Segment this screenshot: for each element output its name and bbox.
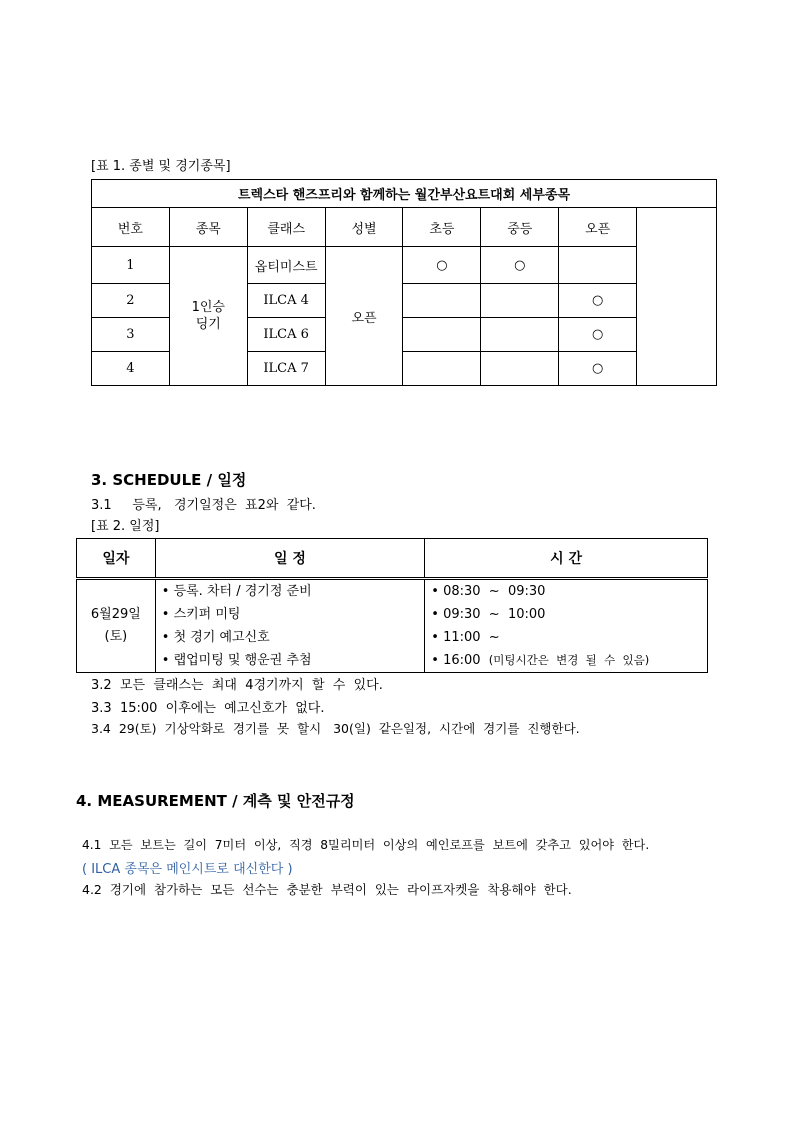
header-cell: 일 정 [155, 539, 425, 579]
table-row [92, 247, 717, 284]
middle-cell [481, 284, 559, 318]
header-cell: 일자 [77, 539, 156, 579]
date-cell [77, 579, 156, 673]
middle-cell [481, 352, 559, 386]
elementary-cell [403, 352, 481, 386]
middle-cell: ○ [481, 247, 559, 284]
header-cell: 초등 [403, 208, 481, 247]
section3-line1: 3.1 등록, 경기일정은 표2와 같다. [91, 498, 316, 513]
header-cell: 성별 [325, 208, 403, 247]
header-cell: 중등 [481, 208, 559, 247]
class-cell: ILCA 6 [247, 318, 325, 352]
empty-column [637, 208, 717, 386]
header-cell: 시 간 [425, 539, 708, 579]
list-item [431, 649, 707, 672]
table1-caption: [표 1. 종별 및 경기종목] [91, 159, 231, 174]
middle-cell [481, 318, 559, 352]
section3-line4: 3.4 29(토) 기상악화로 경기를 못 할시 30(일) 같은일정, 시간에 경기를 진행한다. [91, 721, 580, 736]
list-item: • 11:00 ~ [431, 626, 707, 649]
header-cell: 오픈 [559, 208, 637, 247]
class-cell: 옵티미스트 [247, 247, 325, 284]
day-text: (토) [104, 629, 128, 644]
header-cell: 클래스 [247, 208, 325, 247]
class-cell: ILCA 4 [247, 284, 325, 318]
row-number: 2 [92, 284, 170, 318]
section3-line2: 3.2 모든 클래스는 최대 4경기까지 할 수 있다. [91, 678, 383, 693]
date-text: 6월29일 [90, 607, 141, 622]
event-cell: 1인승 딩기 [169, 247, 247, 386]
open-cell: ○ [559, 284, 637, 318]
time-cell [425, 579, 708, 673]
list-item: • 첫 경기 예고신호 [162, 626, 425, 649]
table-header-row [77, 539, 708, 579]
elementary-cell: ○ [403, 247, 481, 284]
open-cell: ○ [559, 318, 637, 352]
header-cell: 종목 [169, 208, 247, 247]
header-cell: 번호 [92, 208, 170, 247]
list-item: • 등록. 차터 / 경기정 준비 [162, 580, 425, 603]
section4-heading: 4. MEASUREMENT / 계측 및 안전규정 [76, 792, 355, 810]
time-text: 16:00 [443, 653, 481, 668]
section3-line3: 3.3 15:00 이후에는 예고신호가 없다. [91, 701, 325, 716]
table2-caption: [표 2. 일정] [91, 519, 160, 534]
schedule-cell [155, 579, 425, 673]
class-cell: ILCA 7 [247, 352, 325, 386]
row-number: 1 [92, 247, 170, 284]
elementary-cell [403, 318, 481, 352]
open-cell: ○ [559, 352, 637, 386]
list-item: • 09:30 ~ 10:00 [431, 603, 707, 626]
table-row [77, 579, 708, 673]
table1-title: 트렉스타 핸즈프리와 함께하는 월간부산요트대회 세부종목 [92, 180, 717, 208]
open-cell [559, 247, 637, 284]
list-item: • 랩업미팅 및 행운권 추첨 [162, 649, 425, 672]
list-item: • 08:30 ~ 09:30 [431, 580, 707, 603]
row-number: 4 [92, 352, 170, 386]
section4-line2: 4.2 경기에 참가하는 모든 선수는 충분한 부력이 있는 라이프자켓을 착용해야 한다. [82, 882, 572, 897]
time-note: (미팅시간은 변경 될 수 있음) [488, 653, 650, 667]
events-table [91, 179, 717, 386]
list-item: • 스키퍼 미팅 [162, 603, 425, 626]
table-header-row [92, 208, 717, 247]
section3-heading: 3. SCHEDULE / 일정 [91, 471, 247, 489]
gender-cell: 오픈 [325, 247, 403, 386]
section4-note: ( ILCA 종목은 메인시트로 대신한다 ) [82, 862, 293, 877]
row-number: 3 [92, 318, 170, 352]
section4-line1: 4.1 모든 보트는 길이 7미터 이상, 직경 8밀리미터 이상의 예인로프를 보트에 갖추고 있어야 한다. [82, 838, 650, 852]
elementary-cell [403, 284, 481, 318]
schedule-table [76, 538, 708, 673]
